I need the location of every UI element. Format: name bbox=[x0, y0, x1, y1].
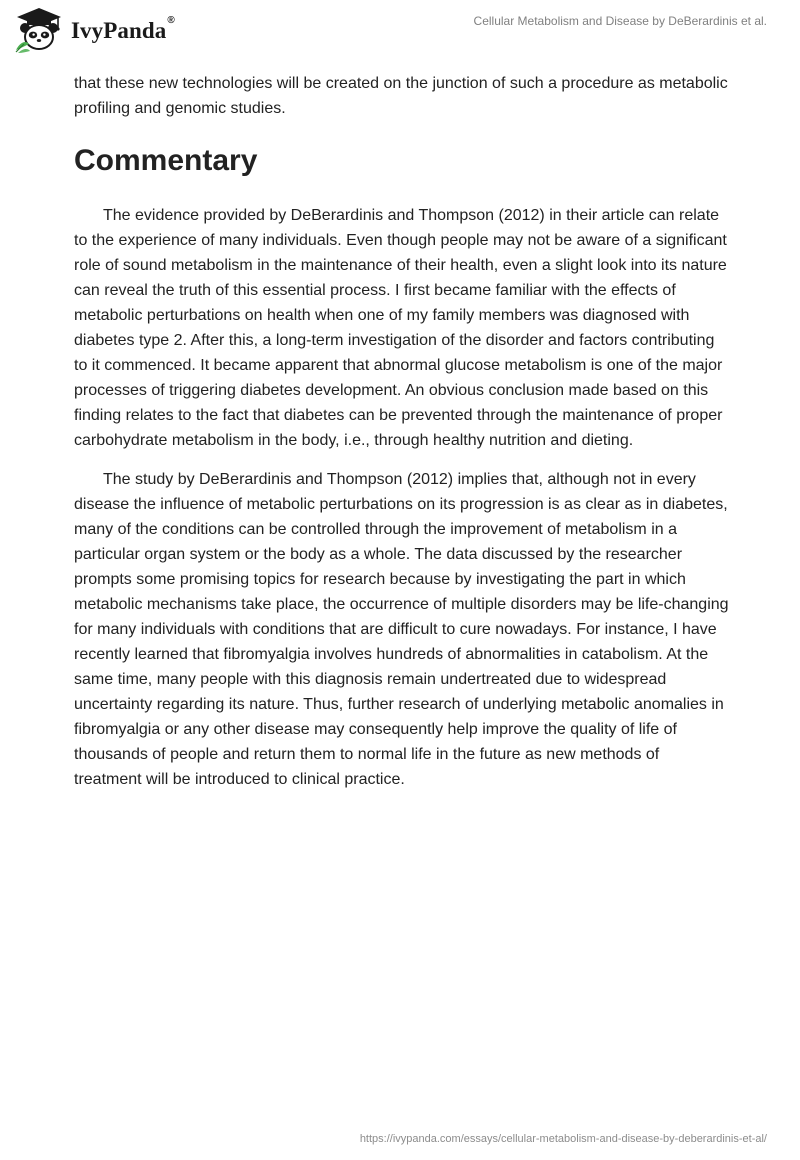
footer-source-link[interactable]: https://ivypanda.com/essays/cellular-metabolism-and-disease-by-deberardinis-et-al/ bbox=[359, 1133, 767, 1145]
body-paragraph-2: The study by DeBerardinis and Thompson (2012) implies that, although not in every disease the influence of metabolic perturbations on its progression is as clear as in diabetes, many of the conditions can be controlled through the improvement of metabolism in a particular organ system or the body as a whole. The data discussed by the researcher prompts some promising topics for research because by investigating the part in which metabolic mechanisms take place, the occurrence of multiple disorders may be life-changing for many individuals with conditions that are difficult to cure nowadays. For instance, I have recently learned that fibromyalgia involves hundreds of abnormalities in catabolism. At the same time, many people with this diagnosis remain undertreated due to widespread uncertainty regarding its nature. Thus, further research of underlying metabolic anomalies in fibromyalgia or any other disease may consequently help improve the quality of life of thousands of people and return them to normal life in the future as new methods of treatment will be introduced to clinical practice. bbox=[74, 471, 729, 788]
logo-wordmark bbox=[71, 15, 175, 44]
body-paragraph-1: The evidence provided by DeBerardinis and Thompson (2012) in their article can relate to the experience of many individuals. Even though people may not be aware of a significant role of sound metabolism in the maintenance of their health, even a slight look into its nature can reveal the truth of this essential process. I first became familiar with the effects of metabolic perturbations on health when one of my family members was diagnosed with diabetes type 2. After this, a long-term investigation of the disorder and factors contributing to it commenced. It became apparent that abnormal glucose metabolism is one of the major processes of triggering diabetes development. An obvious conclusion made based on this finding relates to the fact that diabetes can be prevented through the maintenance of proper carbohydrate metabolism in the body, i.e., through healthy nutrition and dieting. bbox=[74, 207, 727, 449]
intro-fragment-paragraph: that these new technologies will be created on the junction of such a procedure as metabolic profiling and genomic studies. bbox=[74, 75, 728, 117]
ivypanda-logo[interactable] bbox=[14, 6, 175, 54]
running-title: Cellular Metabolism and Disease by DeBerardinis et al. bbox=[473, 14, 767, 28]
section-heading: Commentary bbox=[74, 144, 258, 177]
panda-graduation-cap-icon bbox=[14, 6, 64, 54]
registered-mark: ® bbox=[167, 15, 175, 26]
page-header bbox=[0, 0, 800, 60]
essay-body bbox=[74, 71, 730, 792]
logo-text: IvyPanda bbox=[71, 18, 167, 43]
